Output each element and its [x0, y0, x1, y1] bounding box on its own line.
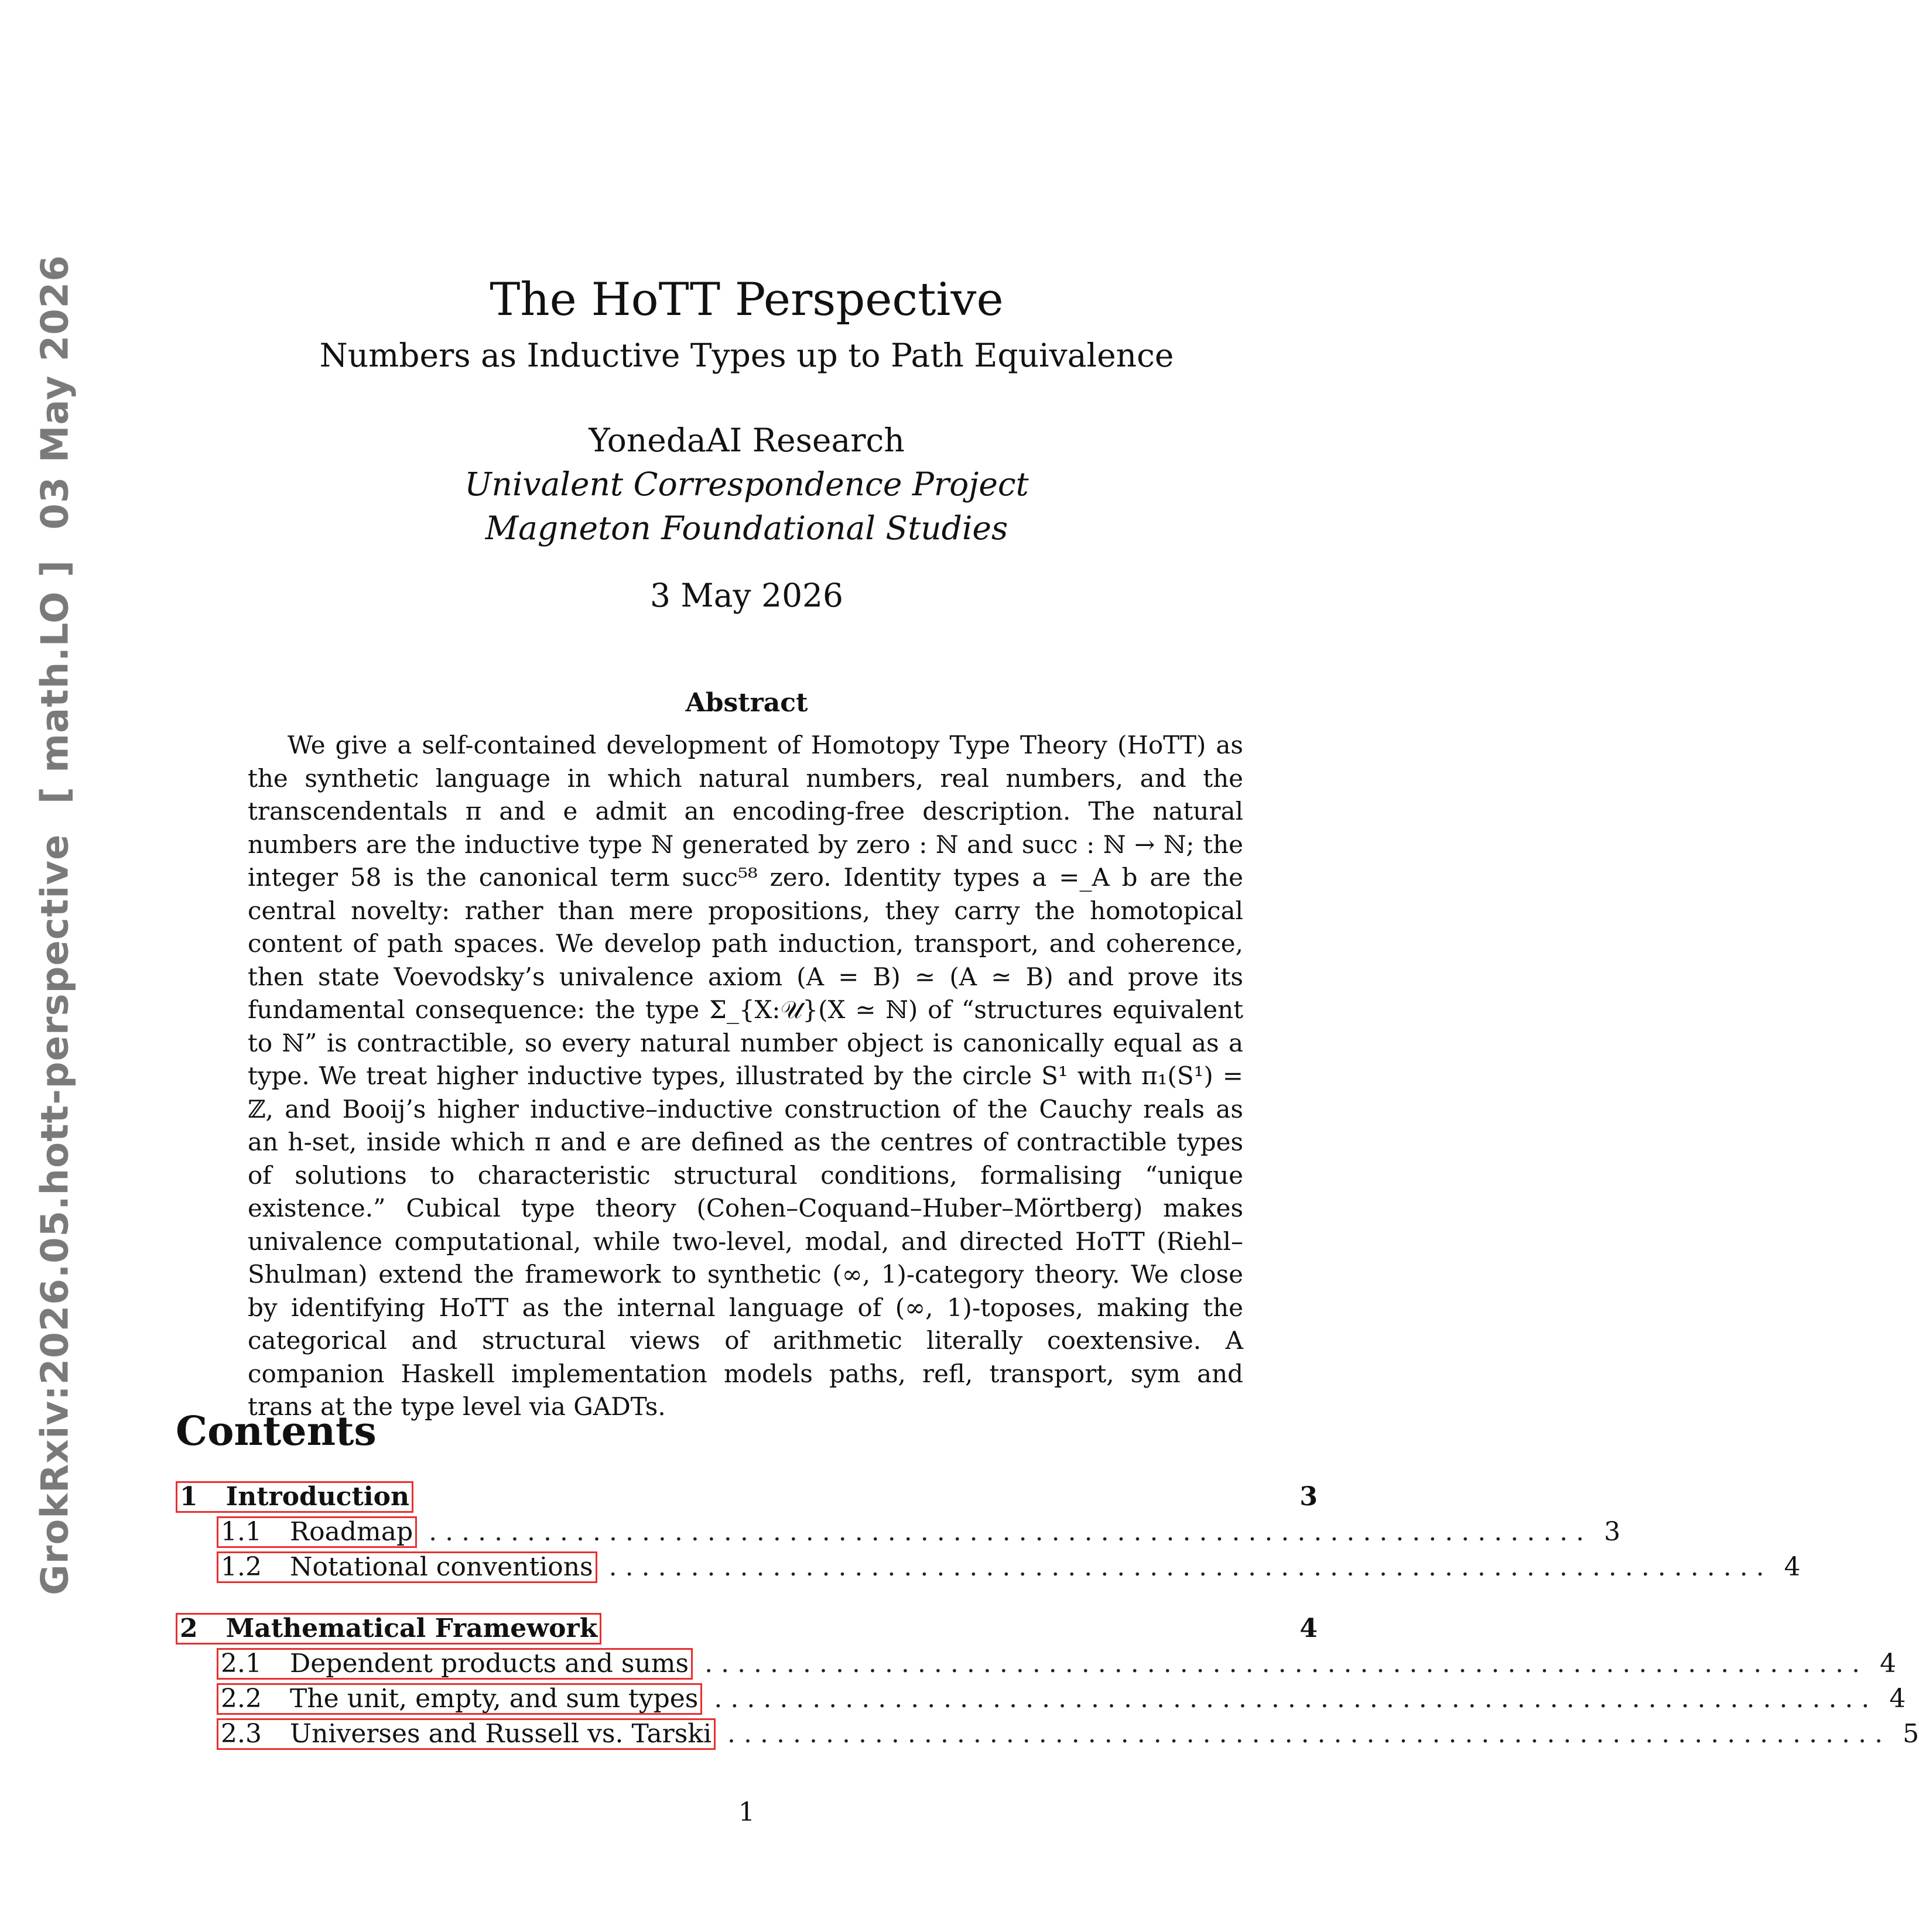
- toc-label: Mathematical Framework: [225, 1614, 598, 1643]
- toc-number: 2.1: [221, 1649, 262, 1678]
- paper-author: YonedaAI Research: [589, 422, 905, 459]
- toc-link-unit-empty-sum[interactable]: [217, 1683, 702, 1715]
- table-of-contents: [176, 1481, 1919, 1753]
- toc-link-introduction[interactable]: [176, 1481, 413, 1513]
- toc-page: 4: [1784, 1552, 1801, 1582]
- sidebar-category: [ math.LO ]: [34, 559, 77, 804]
- toc-entry-introduction: [176, 1481, 1318, 1516]
- toc-page: 4: [1889, 1684, 1906, 1714]
- toc-page: 5: [1903, 1719, 1919, 1749]
- abstract-heading: Abstract: [685, 688, 808, 718]
- toc-link-roadmap[interactable]: [217, 1516, 417, 1548]
- abstract-text: We give a self-contained development of Homotopy Type Theory (HoTT) as the synthetic language in which natural numbers, real numbers, and the transcendentals π and e admit an encoding-free description. The natural numbers are the inductive type ℕ generated by zero : ℕ and succ : ℕ → ℕ; the integer 58 is the canonical term succ⁵⁸ zero. Identity types a =_A b are the central novelty: rather than mere propositions, they carry the homotopical content of path spaces. We develop path induction, transport, and coherence, then state Voevodsky’s univalence axiom (A = B) ≃ (A ≃ B) and prove its fundamental consequence: the type Σ_{X:𝒰}(X ≃ ℕ) of “structures equivalent to ℕ” is contractible, so every natural number object is canonically equal as a type. We treat higher inductive types, illustrated by the circle S¹ with π₁(S¹) = ℤ, and Booij’s higher inductive–inductive construction of the Cauchy reals as an h-set, inside which π and e are defined as the centres of contractible types of solutions to characteristic structural conditions, formalising “unique existence.” Cubical type theory (Cohen–Coquand–Huber–Mörtberg) makes univalence computational, while two-level, modal, and directed HoTT (Riehl–Shulman) extend the framework to synthetic (∞, 1)-category theory. We close by identifying HoTT as the internal language of (∞, 1)-toposes, making the categorical and structural views of arithmetic literally coextensive. A companion Haskell implementation models paths, refl, transport, sym and trans at the type level via GADTs.: [248, 731, 1243, 1421]
- sidebar-id: GrokRxiv:2026.05.hott-perspective: [34, 834, 77, 1595]
- toc-leader: .......................................................................: [714, 1684, 1878, 1714]
- toc-page: 3: [1299, 1482, 1318, 1512]
- toc-page: 3: [1604, 1517, 1621, 1547]
- toc-entry-mathematical-framework: [176, 1613, 1318, 1648]
- toc-link-universes[interactable]: [217, 1718, 716, 1750]
- toc-leader: .......................................................................: [608, 1552, 1773, 1582]
- toc-entry-roadmap: [176, 1516, 1621, 1551]
- page-number: 1: [738, 1797, 755, 1827]
- toc-entry-universes: [176, 1718, 1919, 1753]
- toc-link-notational-conventions[interactable]: [217, 1551, 597, 1583]
- affiliation-1: Univalent Correspondence Project: [464, 465, 1029, 503]
- paper-subtitle: Numbers as Inductive Types up to Path Equivalence: [319, 337, 1174, 374]
- contents-heading: Contents: [176, 1408, 377, 1455]
- toc-leader: .......................................................................: [727, 1719, 1891, 1749]
- sidebar-date: 03 May 2026: [34, 255, 77, 530]
- toc-number: 1.1: [221, 1517, 262, 1547]
- toc-leader: .......................................................................: [704, 1649, 1869, 1678]
- toc-link-dependent-products[interactable]: [217, 1648, 693, 1680]
- toc-link-mathematical-framework[interactable]: [176, 1613, 601, 1645]
- toc-label: Dependent products and sums: [289, 1649, 689, 1678]
- toc-label: Introduction: [225, 1482, 409, 1512]
- toc-leader: .......................................................................: [429, 1517, 1593, 1547]
- toc-number: 1: [180, 1482, 198, 1512]
- toc-number: 2: [180, 1614, 198, 1643]
- toc-label: The unit, empty, and sum types: [289, 1684, 699, 1714]
- toc-number: 2.3: [221, 1719, 262, 1749]
- toc-page: 4: [1880, 1649, 1897, 1678]
- toc-label: Universes and Russell vs. Tarski: [289, 1719, 712, 1749]
- toc-entry-dependent-products: [176, 1648, 1897, 1683]
- toc-number: 2.2: [221, 1684, 262, 1714]
- toc-label: Roadmap: [289, 1517, 413, 1547]
- toc-page: 4: [1299, 1614, 1318, 1643]
- toc-entry-unit-empty-sum: [176, 1683, 1906, 1718]
- toc-number: 1.2: [221, 1552, 262, 1582]
- paper-title: The HoTT Perspective: [490, 273, 1004, 326]
- toc-label: Notational conventions: [289, 1552, 593, 1582]
- affiliation-2: Magneton Foundational Studies: [485, 509, 1008, 547]
- toc-entry-notational-conventions: [176, 1551, 1801, 1587]
- paper-date: 3 May 2026: [649, 577, 844, 614]
